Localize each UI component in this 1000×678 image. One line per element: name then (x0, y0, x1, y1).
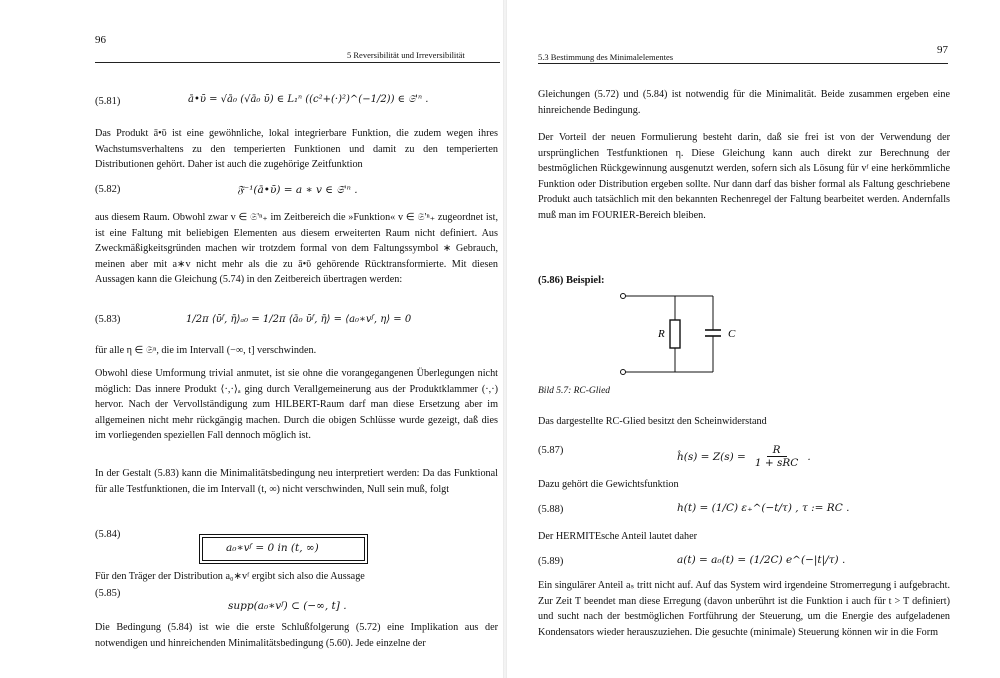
resistor-label: R (658, 328, 665, 340)
equation-end: . (807, 450, 811, 463)
equation-5-84: a₀∗vᶠ = 0 in (t, ∞) (226, 542, 319, 554)
equation-5-87 (677, 444, 811, 469)
equation-5-82: 𝔉⁻¹(ā•ῡ) = a ∗ v ∈ 𝔖'ⁿ . (237, 184, 358, 196)
boxed-equation-frame (199, 534, 368, 564)
resistor (670, 320, 680, 348)
paragraph: aus diesem Raum. Obwohl zwar v ∈ 𝔖'ⁿ₊ im Zeitbereich die »Funktion« v ∈ 𝔖'ⁿ₊ zugeordnet ist, ist eine Faltung mit beliebigen Elementen aus diesem erweiterten Raum nicht definiert. Aus Zweckmäßigkeitsgründen machen wir trotzdem formal von dem Faltungssymbol ∗ Gebrauch, meinen aber mit a∗v nicht mehr als die zu ā•ῡ gehörende Rücktransformierte. Mit diesen Aussagen kann die Gleichung (5.74) in den Zeitbereich übertragen werden: (95, 212, 498, 285)
page-number: 96 (95, 34, 106, 46)
paragraph: Obwohl diese Umformung trivial anmutet, ist sie ohne die vorangegangenen Überlegungen nicht möglich: Das innere Produkt ⟨·,·⟩ₐ ging durch Verallgemeinerung aus der Produktklammer (·,·) hervor. Nach der Vervollständigung zum HILBERT-Raum darf man diese Ersetzung aber im allgemeinen nicht mehr rückgängig machen. Durch die obigen Schlüsse wurde gezeigt, daß dies im vorliegenden speziellen Fall dennoch möglich ist. (95, 368, 498, 441)
paragraph: Dazu gehört die Gewichtsfunktion (538, 479, 679, 490)
terminal-top (621, 294, 626, 299)
rc-circuit-diagram (615, 286, 755, 382)
header-rule (538, 63, 948, 64)
running-head: 5 Reversibilität und Irreversibilität (347, 50, 465, 60)
paragraph: Das dargestellte RC-Glied besitzt den Scheinwiderstand (538, 416, 767, 427)
example-heading: (5.86) Beispiel: (538, 275, 605, 286)
equation-5-83: 1/2π ⟨ῡᶠ, η̄⟩ₐ₀ = 1/2π ⟨ā₀ ῡᶠ, η̄⟩ = ⟨a₀∗vᶠ, η⟩ = 0 (186, 314, 412, 325)
paragraph: Gleichungen (5.72) und (5.84) ist notwendig für die Minimalität. Beide zusammen ergeben eine hinreichende Bedingung. (538, 89, 950, 116)
equation-5-85: supp(a₀∗vᶠ) ⊂ (−∞, t] . (228, 600, 347, 612)
paragraph: In der Gestalt (5.83) kann die Minimalitätsbedingung neu interpretiert werden: Da das Funktional für alle Testfunktionen, die im Intervall (t, ∞) nicht verschwinden, Null sein muß, folgt (95, 468, 498, 495)
equation-5-89: a(t) = a₀(t) = (1/2C) e^(−|t|/τ) . (677, 554, 846, 566)
equation-number: (5.87) (538, 445, 564, 456)
equation-number: (5.89) (538, 556, 564, 567)
header-rule (95, 62, 500, 63)
equation-5-88: h(t) = (1/C) ε₊^(−t/τ) , τ := RC . (677, 502, 850, 514)
paragraph: Die Bedingung (5.84) ist wie die erste Schlußfolgerung (5.72) eine Implikation aus der notwendigen und hinreichenden Minimalitätsbedingung (5.60). Jede einzelne der (95, 622, 498, 649)
equation-number: (5.83) (95, 314, 121, 325)
paragraph: für alle η ∈ 𝔖ⁿ, die im Intervall (−∞, t] verschwinden. (95, 345, 317, 356)
paragraph: Für den Träger der Distribution a₀∗vᶠ ergibt sich also die Aussage (95, 571, 365, 582)
capacitor-label: C (728, 328, 736, 340)
equation-number: (5.88) (538, 504, 564, 515)
equation-number: (5.81) (95, 96, 121, 107)
fraction-denominator: 1 + sRC (754, 457, 799, 469)
fraction-numerator: R (767, 444, 787, 457)
terminal-bottom (621, 370, 626, 375)
page-number: 97 (937, 44, 948, 56)
right-page (505, 0, 1000, 678)
paragraph: Ein singulärer Anteil aₛ tritt nicht auf. Auf das System wird irgendeine Stromerregung i aufgebracht. Zur Zeit T beendet man diese Erregung (davon unberührt ist die Funktion i auch für t > T definiert) und sucht nach der bestmöglichen Fortführung der Steuerung, um die Energie des aufgeladenen Kondensators wieder herauszuziehen. Die gesuchte (minimale) Steuerung können wir in die Form (538, 580, 950, 638)
equation-number: (5.82) (95, 184, 121, 195)
equation-5-81: ā•ῡ = √ā₀ (√ā₀ ῡ) ∈ L₁ⁿ ((c²+(·)²)^(−1/2)) ∈ 𝔖'ⁿ . (188, 94, 429, 105)
equation-lhs: ĥ(s) = Z(s) = (677, 450, 746, 463)
equation-number: (5.85) (95, 588, 121, 599)
paragraph: Der Vorteil der neuen Formulierung besteht darin, daß sie frei ist von der Verwendung der ursprünglichen Testfunktionen η. Diese Gleichung kann auch direkt zur Berechnung der bestmöglichen Rückgewinnung ausgenutzt werden, sofern sich als Lösung für vᶠ eine herkömmliche Funktion oder Distribution ergeben sollte. Nur dann darf das bisher formal als Faltung geschriebene Produkt auch tatsächlich mit den bekannten Rechenregel der Faltung bearbeitet werden. Andernfalls muß man im FOURIER-Bereich bleiben. (538, 132, 950, 221)
equation-number: (5.84) (95, 529, 121, 540)
running-head: 5.3 Bestimmung des Minimalelementes (538, 52, 674, 62)
paragraph: Das Produkt ā•ῡ ist eine gewöhnliche, lokal integrierbare Funktion, die zudem wegen ihres Wachstumsverhaltens zu den temperierten Funktionen und damit zu den temperierten Distributionen gehört. Daher ist auch die zugehörige Zeitfunktion (95, 128, 498, 170)
figure-caption: Bild 5.7: RC-Glied (538, 386, 611, 396)
fraction (749, 444, 804, 469)
paragraph: Der HERMITEsche Anteil lautet daher (538, 531, 697, 542)
